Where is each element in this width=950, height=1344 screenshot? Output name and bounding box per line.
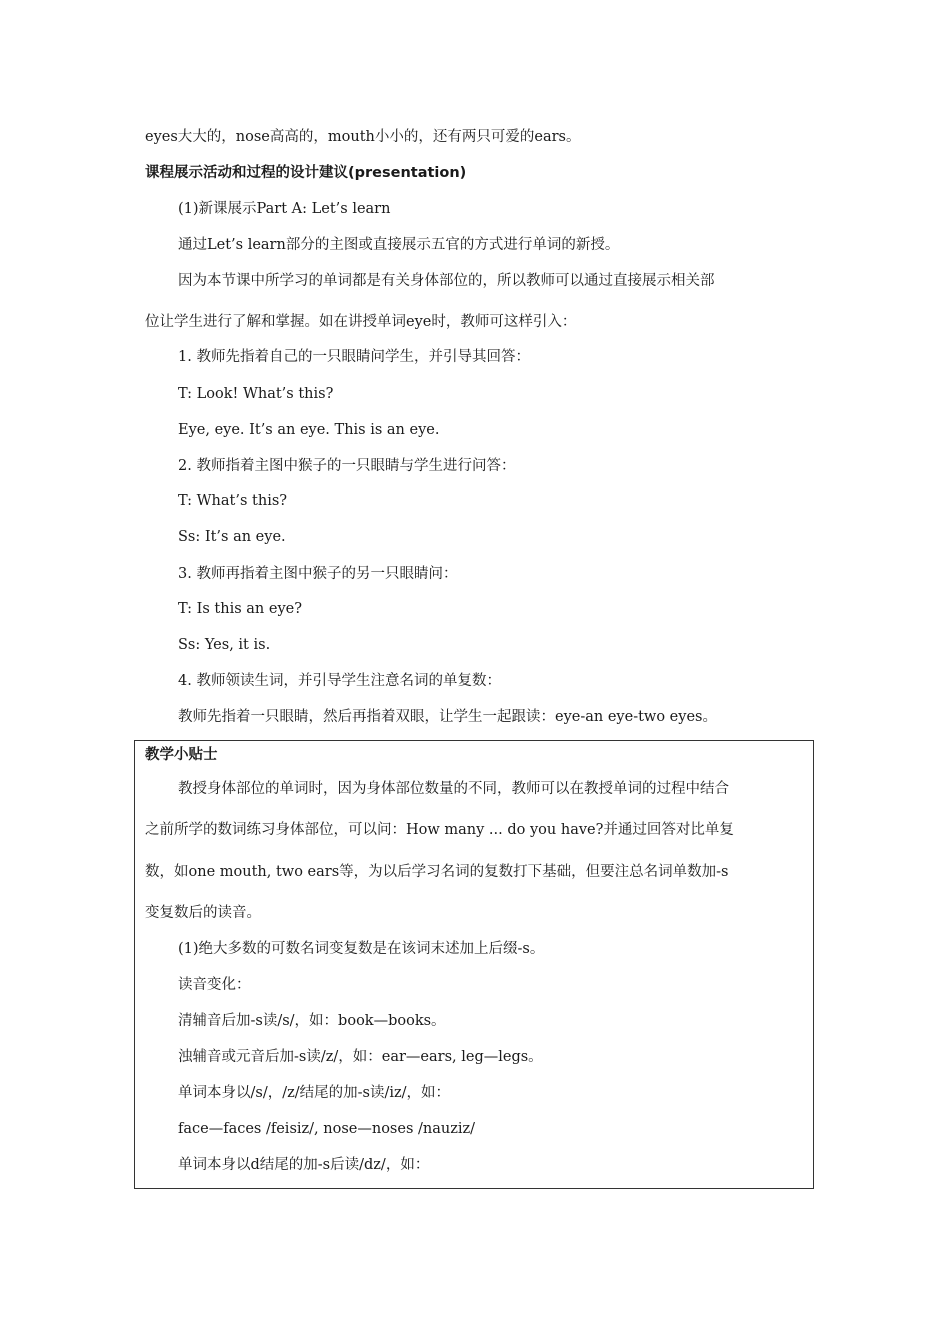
step-3-students: Ss: Yes, it is. — [178, 637, 271, 653]
intro-line: eyes大大的，nose高高的，mouth小小的，还有两只可爱的ears。 — [145, 129, 581, 145]
step-3-teacher: T: Is this an eye? — [178, 601, 303, 617]
step-4-detail: 教师先指着一只眼睛，然后再指着双眼，让学生一起跟读：eye-an eye-two eyes。 — [178, 709, 717, 725]
step-2-students: Ss: It’s an eye. — [178, 529, 286, 545]
tip-pronunciation-4: 单词本身以d结尾的加-s后读/dz/，如： — [178, 1157, 430, 1173]
step-1-teacher: T: Look! What’s this? — [178, 386, 334, 402]
tip-pronunciation-1: 清辅音后加-s读/s/，如：book—books。 — [178, 1013, 446, 1029]
paragraph-2-line-2: 位让学生进行了解和掌握。如在讲授单词eye时，教师可这样引入： — [145, 314, 577, 330]
tip-paragraph-line-3: 数，如one mouth, two ears等，为以后学习名词的复数打下基础，但要注总名词单数加-s — [145, 864, 729, 880]
tip-pronunciation-3-example: face—faces /feisiz/, nose—noses /nauziz/ — [178, 1121, 476, 1137]
step-2: 2. 教师指着主图中猴子的一只眼睛与学生进行问答： — [178, 458, 516, 474]
tip-box-title: 教学小贴士 — [145, 747, 218, 763]
step-1-answer: Eye, eye. It’s an eye. This is an eye. — [178, 422, 440, 438]
tip-rule-1: (1)绝大多数的可数名词变复数是在该词末述加上后缀-s。 — [178, 941, 545, 957]
step-1: 1. 教师先指着自己的一只眼睛问学生，并引导其回答： — [178, 349, 530, 365]
tip-paragraph-line-1: 教授身体部位的单词时，因为身体部位数量的不同，教师可以在教授单词的过程中结合 — [178, 781, 729, 797]
tip-pronunciation-3: 单词本身以/s/，/z/结尾的加-s读/iz/，如： — [178, 1085, 451, 1101]
part-title: (1)新课展示Part A: Let’s learn — [178, 201, 391, 217]
paragraph-1: 通过Let’s learn部分的主图或直接展示五官的方式进行单词的新授。 — [178, 237, 620, 253]
step-3: 3. 教师再指着主图中猴子的另一只眼睛问： — [178, 566, 458, 582]
tip-paragraph-line-2: 之前所学的数词练习身体部位，可以问：How many ... do you have?并通过回答对比单复 — [145, 822, 734, 838]
step-2-teacher: T: What’s this? — [178, 493, 288, 509]
paragraph-2-line-1: 因为本节课中所学习的单词都是有关身体部位的，所以教师可以通过直接展示相关部 — [178, 273, 715, 289]
tip-paragraph-line-4: 变复数后的读音。 — [145, 905, 261, 921]
tip-pronunciation-title: 读音变化： — [178, 977, 251, 993]
step-4: 4. 教师领读生词，并引导学生注意名词的单复数： — [178, 673, 501, 689]
section-heading: 课程展示活动和过程的设计建议(presentation) — [145, 165, 467, 181]
tip-pronunciation-2: 浊辅音或元音后加-s读/z/，如：ear—ears, leg—legs。 — [178, 1049, 543, 1065]
